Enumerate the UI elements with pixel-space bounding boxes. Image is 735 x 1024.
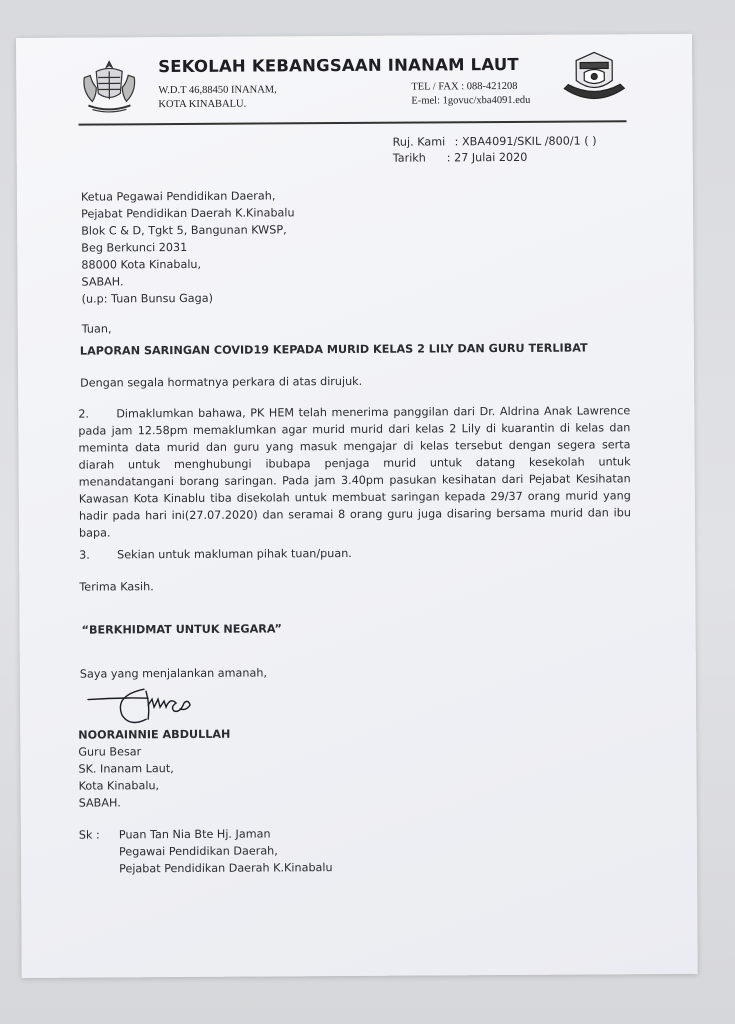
paragraph-3 (79, 543, 631, 563)
cc-label: Sk : (78, 828, 100, 842)
date-label: Tarikh (392, 151, 426, 165)
closing-line: Saya yang menjalankan amanah, (79, 666, 268, 681)
signatory-org: SK. Inanam Laut, (78, 762, 174, 776)
recipient-line: SABAH. (81, 275, 124, 289)
paragraph-number: 2. (78, 407, 90, 421)
school-name: SEKOLAH KEBANGSAAN INANAM LAUT (158, 54, 519, 77)
opening-line: Dengan segala hormatnya perkara di atas dirujuk. (80, 374, 363, 390)
paragraph-2 (78, 402, 631, 541)
school-badge-logo (562, 46, 626, 108)
paragraph-number: 3. (79, 548, 90, 562)
motto: “BERKHIDMAT UNTUK NEGARA” (81, 622, 282, 637)
recipient-line: 88000 Kota Kinabalu, (81, 257, 202, 272)
address-line-1: W.D.T 46,88450 INANAM, (158, 84, 277, 97)
reference-value: : XBA4091/SKIL /800/1 ( ) (454, 134, 597, 149)
signatory-title: Guru Besar (78, 745, 142, 759)
header-rule (79, 120, 627, 125)
address-line-2: KOTA KINABALU. (158, 98, 247, 111)
subject-heading: LAPORAN SARINGAN COVID19 KEPADA MURID KELAS 2 LILY DAN GURU TERLIBAT (79, 341, 588, 358)
recipient-line: Pejabat Pendidikan Daerah K.Kinabalu (81, 206, 295, 221)
signatory-city: Kota Kinabalu, (78, 779, 160, 793)
paragraph-text: Dimaklumkan bahawa, PK HEM telah menerima panggilan dari Dr. Aldrina Anak Lawrence pada jam 12.58pm memaklumkan agar murid murid dari kelas 2 Lily di kuarantin di kelas dan meminta data murid dan guru yang masuk mengajar di kelas tersebut dengan segera serta diarah untuk menghubungi ibubapa penjaga murid untuk datang kesekolah untuk menandatangani borang saringan. Pada jam 3.40pm pasukan kesihatan dari Pejabat Kesihatan Kawasan Kota Kinablu tiba disekolah untuk membuat saringan kepada 29/37 orang murid yang hadir pada hari ini(27.07.2020) dan seramai 8 orang guru juga disaring bersama murid dan ibu bapa. (78, 404, 631, 540)
date-value: : 27 Julai 2020 (446, 150, 528, 165)
tel-fax: TEL / FAX : 088-421208 (411, 80, 518, 93)
cc-line: Pegawai Pendidikan Daerah, (118, 844, 278, 859)
national-crest-logo (78, 57, 140, 115)
signatory-state: SABAH. (78, 796, 121, 810)
recipient-line: Blok C & D, Tgkt 5, Bangunan KWSP, (81, 223, 287, 238)
handwritten-signature (86, 679, 226, 730)
salutation: Tuan, (81, 322, 112, 336)
paragraph-text: Sekian untuk makluman pihak tuan/puan. (117, 546, 352, 562)
recipient-line: Ketua Pegawai Pendidikan Daerah, (80, 189, 276, 204)
reference-label: Ruj. Kami (392, 135, 446, 149)
email: E-mel: 1govuc/xba4091.edu (411, 94, 531, 107)
cc-line: Pejabat Pendidikan Daerah K.Kinabalu (119, 861, 333, 876)
recipient-line: Beg Berkunci 2031 (81, 240, 188, 255)
thanks-line: Terima Kasih. (79, 580, 154, 594)
signatory-name: NOORAINNIE ABDULLAH (78, 727, 231, 742)
cc-line: Puan Tan Nia Bte Hj. Jaman (118, 827, 271, 842)
letter-page (16, 34, 698, 978)
recipient-line: (u.p: Tuan Bunsu Gaga) (81, 291, 213, 306)
